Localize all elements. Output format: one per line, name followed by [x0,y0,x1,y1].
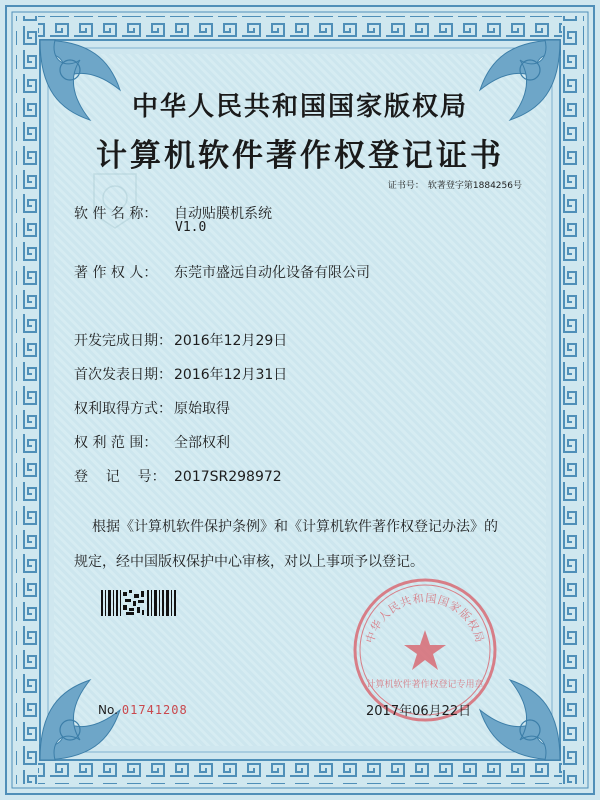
issuer-title: 中华人民共和国国家版权局 [131,92,468,122]
serial-number-label: No. [98,703,118,717]
registration-number-value: 2017SR298972 [174,469,282,485]
seal-bottom-text: 计算机软件著作权登记专用章 [366,680,484,690]
scope-value: 全部权利 [174,435,230,451]
owner-label: 著 作 权 人： [74,265,158,281]
seal-top-text: 中华人民共和国国家版权局 [363,591,487,645]
publish-date-value: 2016年12月31日 [174,367,288,383]
publish-date-label: 首次发表日期： [74,367,172,383]
field-scope [74,432,230,452]
completion-date-label: 开发完成日期： [74,333,172,349]
acquisition-value: 原始取得 [174,401,230,417]
field-publish-date [74,364,287,384]
software-name-value: 自动贴膜机系统 [174,206,272,222]
issue-date: 2017年06月22日 [366,704,472,719]
field-registration-number [74,466,282,486]
barcode [101,590,179,616]
acquisition-label: 权利取得方式： [74,401,172,417]
certificate-title: 计算机软件著作权登记证书 [96,138,504,174]
scope-label: 权 利 范 围： [74,435,158,451]
certificate-number [384,178,522,191]
certificate-number-label: 证书号： [387,181,424,191]
software-name-label: 软 件 名 称： [74,206,158,222]
field-software-name [74,203,272,223]
field-owner [74,262,370,282]
registration-number-label: 登 记 号： [74,469,166,485]
body-paragraph-line1: 根据《计算机软件保护条例》和《计算机软件著作权登记办法》的 [92,519,498,535]
serial-number-value: 01741208 [121,703,188,717]
serial-number [98,703,188,717]
software-version: V1.0 [175,220,207,235]
certificate-number-value: 软著登字第1884256号 [427,181,522,191]
completion-date-value: 2016年12月29日 [174,333,288,349]
owner-value: 东莞市盛远自动化设备有限公司 [174,265,370,281]
field-acquisition [74,398,230,418]
field-completion-date [74,330,287,350]
body-paragraph-line2: 规定，经中国版权保护中心审核，对以上事项予以登记。 [74,554,424,570]
